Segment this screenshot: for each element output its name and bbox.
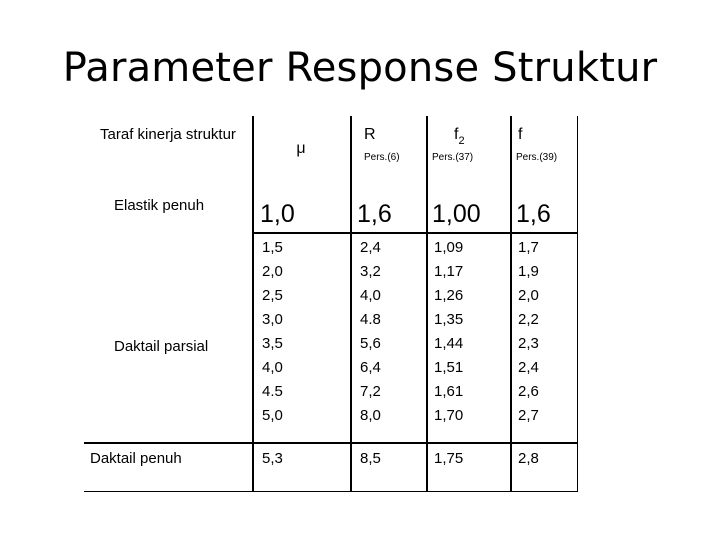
table-cell: 3,2 [360,263,381,280]
table-cell: 5,0 [262,407,283,424]
parsial-f2-column [434,236,463,428]
table-cell: 5,6 [360,335,381,352]
table-cell: 1,35 [434,311,464,328]
parsial-mu-column [262,236,283,428]
table-cell: 2,3 [518,335,539,352]
table-cell: 4.5 [262,383,283,400]
table-cell: 2,2 [518,311,539,328]
table-cell: 2,7 [518,407,539,424]
header-r: R [364,126,376,143]
table-divider [84,442,578,444]
header-f2-base: f [454,126,459,143]
table-cell: 1,44 [434,335,464,352]
parsial-r-column [360,236,381,428]
penuh-r: 8,5 [360,450,381,467]
table-cell: 4.8 [360,311,381,328]
table-cell: 1,09 [434,239,464,256]
table-divider [350,116,352,492]
header-f-ref: Pers.(39) [516,152,558,163]
table-cell: 1,26 [434,287,464,304]
header-f: f [518,126,523,143]
table-cell: 4,0 [262,359,283,376]
table-cell: 6,4 [360,359,381,376]
penuh-f: 2,8 [518,450,539,467]
table-cell: 1,17 [434,263,464,280]
table-divider [510,116,512,492]
row-label-penuh: Daktail penuh [90,450,182,467]
table-cell: 2,6 [518,383,539,400]
header-row-label: Taraf kinerja struktur [100,126,236,143]
table-divider [426,116,428,492]
table-cell: 2,5 [262,287,283,304]
elastik-r: 1,6 [357,200,392,228]
elastik-mu: 1,0 [260,200,295,228]
table-cell: 1,61 [434,383,464,400]
table-cell: 8,0 [360,407,381,424]
header-mu: μ [296,140,306,157]
header-f2 [454,123,465,148]
table-cell: 1,51 [434,359,464,376]
elastik-f: 1,6 [516,200,551,228]
elastik-f2: 1,00 [432,200,481,228]
parsial-f-column [518,236,539,428]
row-label-elastik: Elastik penuh [114,197,205,214]
table-cell: 4,0 [360,287,381,304]
table-divider [252,116,254,492]
row-label-parsial: Daktail parsial [114,338,209,355]
table-cell: 1,5 [262,239,283,256]
table-cell: 1,7 [518,239,539,256]
parameter-table [84,116,578,492]
table-cell: 1,9 [518,263,539,280]
table-cell: 7,2 [360,383,381,400]
header-f2-subscript: 2 [458,135,465,147]
table-cell: 2,0 [262,263,283,280]
penuh-f2: 1,75 [434,450,464,467]
table-cell: 3,0 [262,311,283,328]
table-cell: 1,70 [434,407,464,424]
header-r-ref: Pers.(6) [364,152,400,163]
penuh-mu: 5,3 [262,450,283,467]
table-cell: 2,4 [360,239,381,256]
slide-title: Parameter Response Struktur [62,45,658,91]
table-cell: 2,0 [518,287,539,304]
table-cell: 3,5 [262,335,283,352]
table-divider [252,232,578,234]
table-cell: 2,4 [518,359,539,376]
header-f2-ref: Pers.(37) [432,152,474,163]
